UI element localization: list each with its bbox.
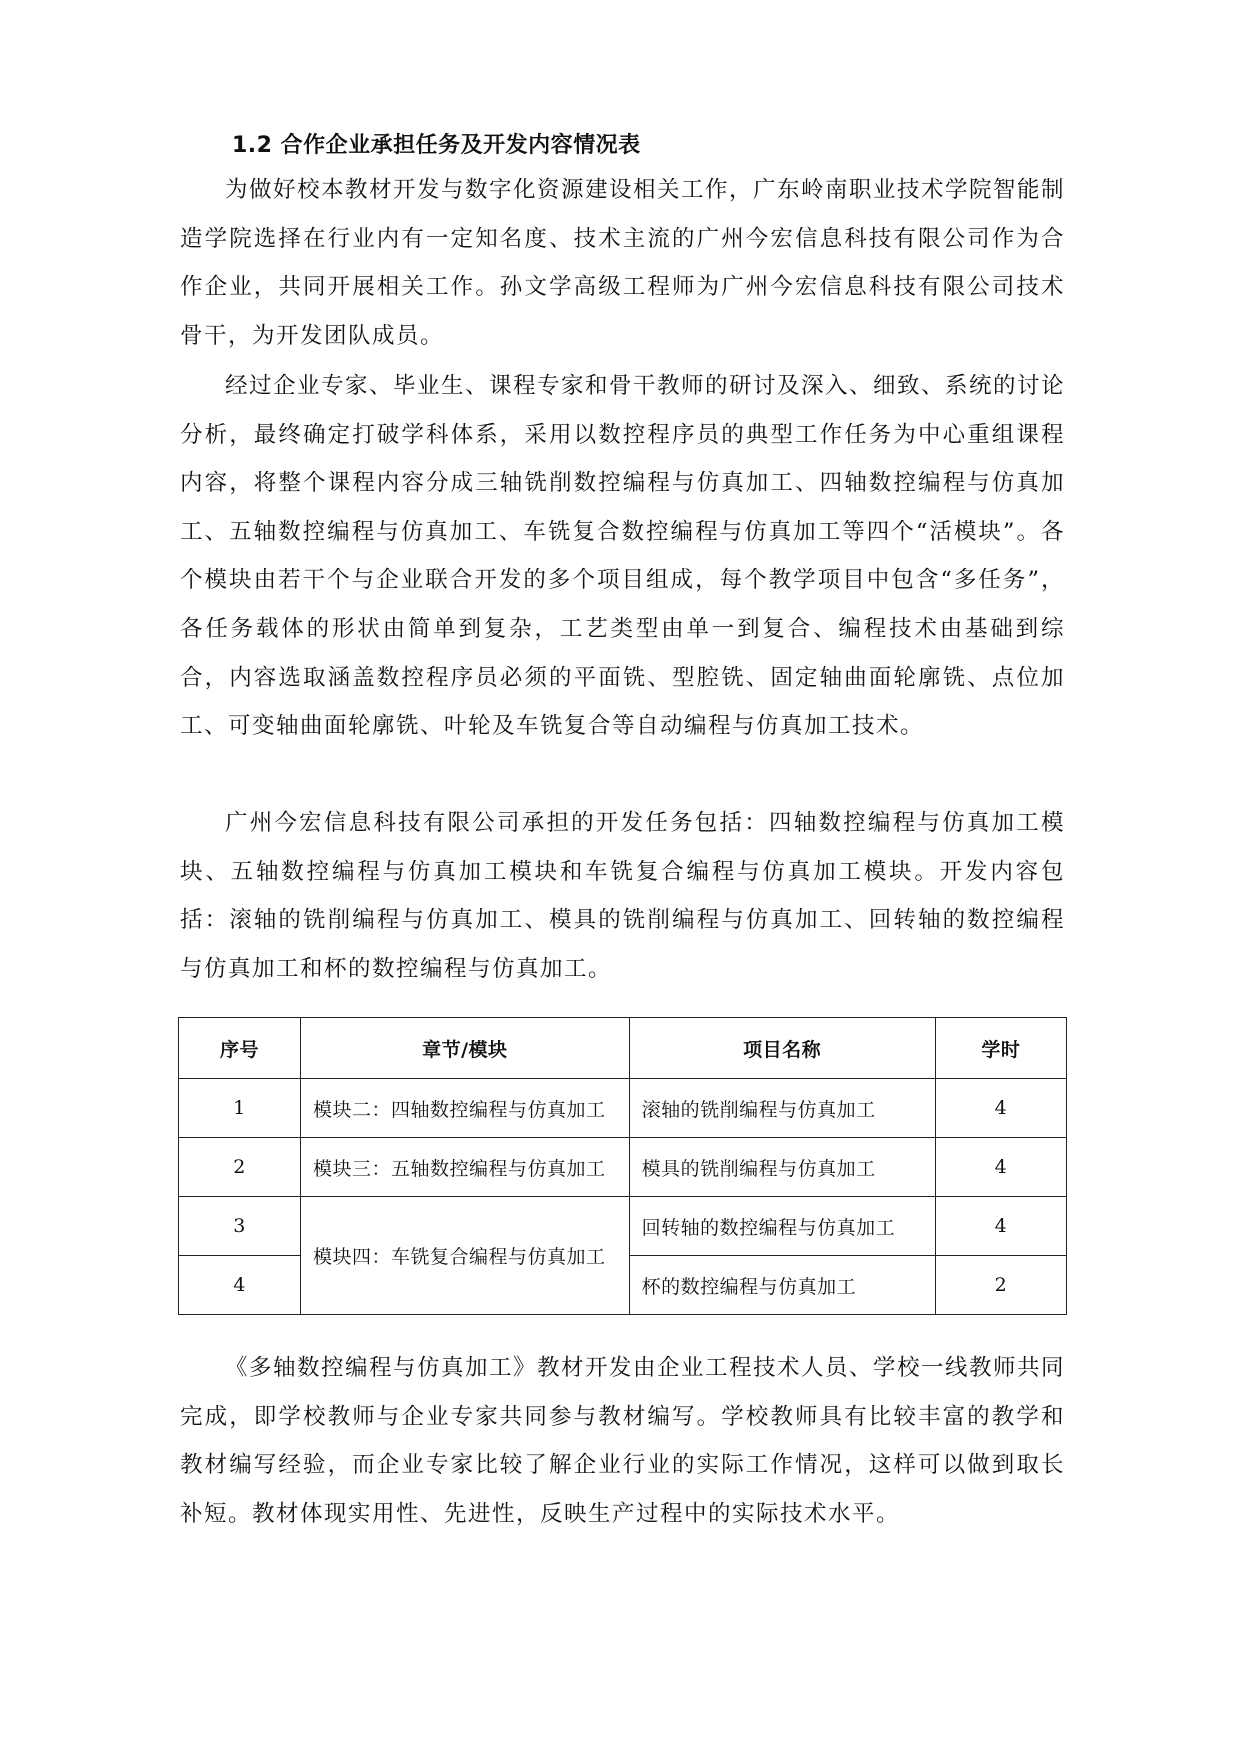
cell-project: 滚轴的铣削编程与仿真加工 — [629, 1079, 935, 1138]
table-row — [179, 1197, 1067, 1256]
table-header-row — [179, 1018, 1067, 1079]
cell-chapter-merged: 模块四：车铣复合编程与仿真加工 — [301, 1197, 630, 1315]
cell-chapter: 模块三：五轴数控编程与仿真加工 — [301, 1138, 630, 1197]
header-project: 项目名称 — [629, 1018, 935, 1079]
cell-no: 3 — [179, 1197, 301, 1256]
paragraph-intro: 为做好校本教材开发与数字化资源建设相关工作，广东岭南职业技术学院智能制造学院选择在行业内有一定知名度、技术主流的广州今宏信息科技有限公司作为合作企业，共同开展相关工作。孙文学高级工程师为广州今宏信息科技有限公司技术骨干，为开发团队成员。 — [180, 177, 1066, 349]
cell-chapter: 模块二：四轴数控编程与仿真加工 — [301, 1079, 630, 1138]
table-row — [179, 1079, 1067, 1138]
cell-project: 回转轴的数控编程与仿真加工 — [629, 1197, 935, 1256]
cell-project: 模具的铣削编程与仿真加工 — [629, 1138, 935, 1197]
section-heading: 1.2 合作企业承担任务及开发内容情况表 — [232, 133, 641, 158]
cell-no: 1 — [179, 1079, 301, 1138]
paragraph-curriculum: 经过企业专家、毕业生、课程专家和骨干教师的研讨及深入、细致、系统的讨论分析，最终确定打破学科体系，采用以数控程序员的典型工作任务为中心重组课程内容，将整个课程内容分成三轴铣削数控编程与仿真加工、四轴数控编程与仿真加工、五轴数控编程与仿真加工、车铣复合数控编程与仿真加工等四个“活模块”。各个模块由若干个与企业联合开发的多个项目组成，每个教学项目中包含“多任务”，各任务载体的形状由简单到复杂，工艺类型由单一到复合、编程技术由基础到综合，内容选取涵盖数控程序员必须的平面铣、型腔铣、固定轴曲面轮廓铣、点位加工、可变轴曲面轮廓铣、叶轮及车铣复合等自动编程与仿真加工技术。 — [180, 373, 1066, 740]
cell-hours: 4 — [935, 1138, 1066, 1197]
header-no: 序号 — [179, 1018, 301, 1079]
cell-no: 2 — [179, 1138, 301, 1197]
cell-hours: 2 — [935, 1256, 1066, 1315]
cell-project: 杯的数控编程与仿真加工 — [629, 1256, 935, 1315]
task-table — [178, 1017, 1067, 1315]
cell-no: 4 — [179, 1256, 301, 1315]
cell-hours: 4 — [935, 1197, 1066, 1256]
paragraph-enterprise-tasks: 广州今宏信息科技有限公司承担的开发任务包括：四轴数控编程与仿真加工模块、五轴数控编程与仿真加工模块和车铣复合编程与仿真加工模块。开发内容包括：滚轴的铣削编程与仿真加工、模具的铣削编程与仿真加工、回转轴的数控编程与仿真加工和杯的数控编程与仿真加工。 — [180, 810, 1065, 982]
cell-hours: 4 — [935, 1079, 1066, 1138]
header-hours: 学时 — [935, 1018, 1066, 1079]
paragraph-textbook: 《多轴数控编程与仿真加工》教材开发由企业工程技术人员、学校一线教师共同完成，即学校教师与企业专家共同参与教材编写。学校教师具有比较丰富的教学和教材编写经验，而企业专家比较了解企业行业的实际工作情况，这样可以做到取长补短。教材体现实用性、先进性，反映生产过程中的实际技术水平。 — [180, 1355, 1066, 1527]
table-row — [179, 1138, 1067, 1197]
header-chapter: 章节/模块 — [301, 1018, 630, 1079]
